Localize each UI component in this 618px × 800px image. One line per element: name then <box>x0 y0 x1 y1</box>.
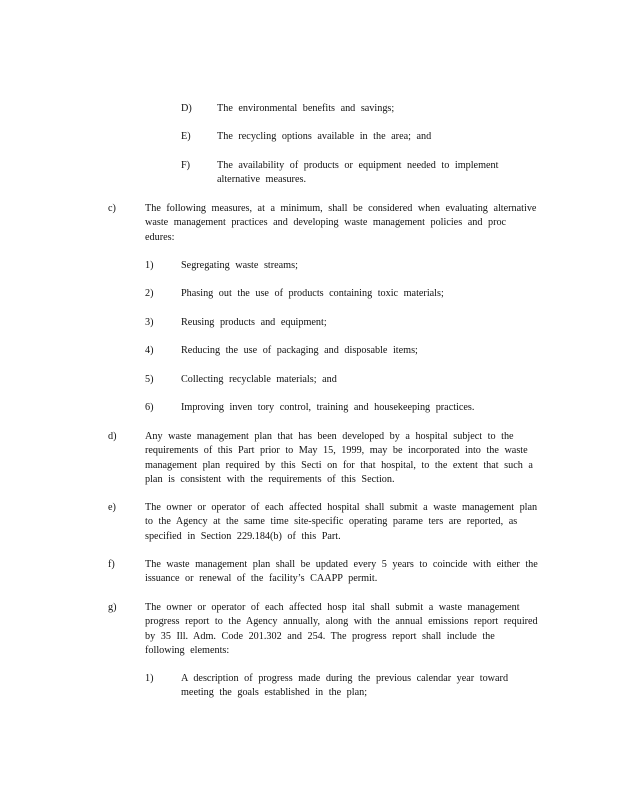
item-label: 4) <box>145 345 154 356</box>
section-text: Any waste management plan that has been developed by a hospital subject to the requirements of this Part prior to May 15, 1999, may be incorporated into the waste management plan required by this Secti on for that hospital, to the extent that such a plan is consistent with the requirements of this Section. <box>145 431 533 486</box>
section-text: The following measures, at a minimum, shall be considered when evaluating alternative waste management practices and developing waste management policies and proc edures: <box>145 203 537 243</box>
section-text: The owner or operator of each affected hosp ital shall submit a waste management progress report to the Agency annually, along with the annual emissions report required by 35 Ill. Adm. Code 201.302 and 254. The progress report shall include the following elements: <box>145 602 538 657</box>
item-text: Segregating waste streams; <box>181 260 298 271</box>
item-text: Collecting recyclable materials; and <box>181 374 337 385</box>
item-label: E) <box>181 131 191 142</box>
item-label: 3) <box>145 317 154 328</box>
section-label: d) <box>108 431 117 442</box>
section-text: The owner or operator of each affected hospital shall submit a waste management plan to the Agency at the same time site-specific operating parame ters are reported, as specified in Section 229.184(b) of this Part. <box>145 502 538 542</box>
item-label: 2) <box>145 288 154 299</box>
item-label: 5) <box>145 374 154 385</box>
item-label: 1) <box>145 260 154 271</box>
section-label: e) <box>108 502 116 513</box>
item-text: Improving inven tory control, training and housekeeping practices. <box>181 402 475 413</box>
item-label: 6) <box>145 402 154 413</box>
item-label: D) <box>181 103 192 114</box>
item-text: A description of progress made during the previous calendar year toward meeting the goals established in the plan; <box>181 673 509 699</box>
section-label: g) <box>108 602 117 613</box>
section-label: f) <box>108 559 115 570</box>
item-label: 1) <box>145 673 154 684</box>
item-text: Phasing out the use of products containing toxic materials; <box>181 288 444 299</box>
item-text: The availability of products or equipment needed to implement alternative measures. <box>217 160 499 186</box>
item-text: Reducing the use of packaging and disposable items; <box>181 345 418 356</box>
item-label: F) <box>181 160 191 171</box>
item-text: The recycling options available in the area; and <box>217 131 432 142</box>
item-text: The environmental benefits and savings; <box>217 103 395 114</box>
section-text: The waste management plan shall be updated every 5 years to coincide with either the issuance or renewal of the facility’s CAAPP permit. <box>145 559 538 585</box>
section-label: c) <box>108 203 116 214</box>
item-text: Reusing products and equipment; <box>181 317 327 328</box>
